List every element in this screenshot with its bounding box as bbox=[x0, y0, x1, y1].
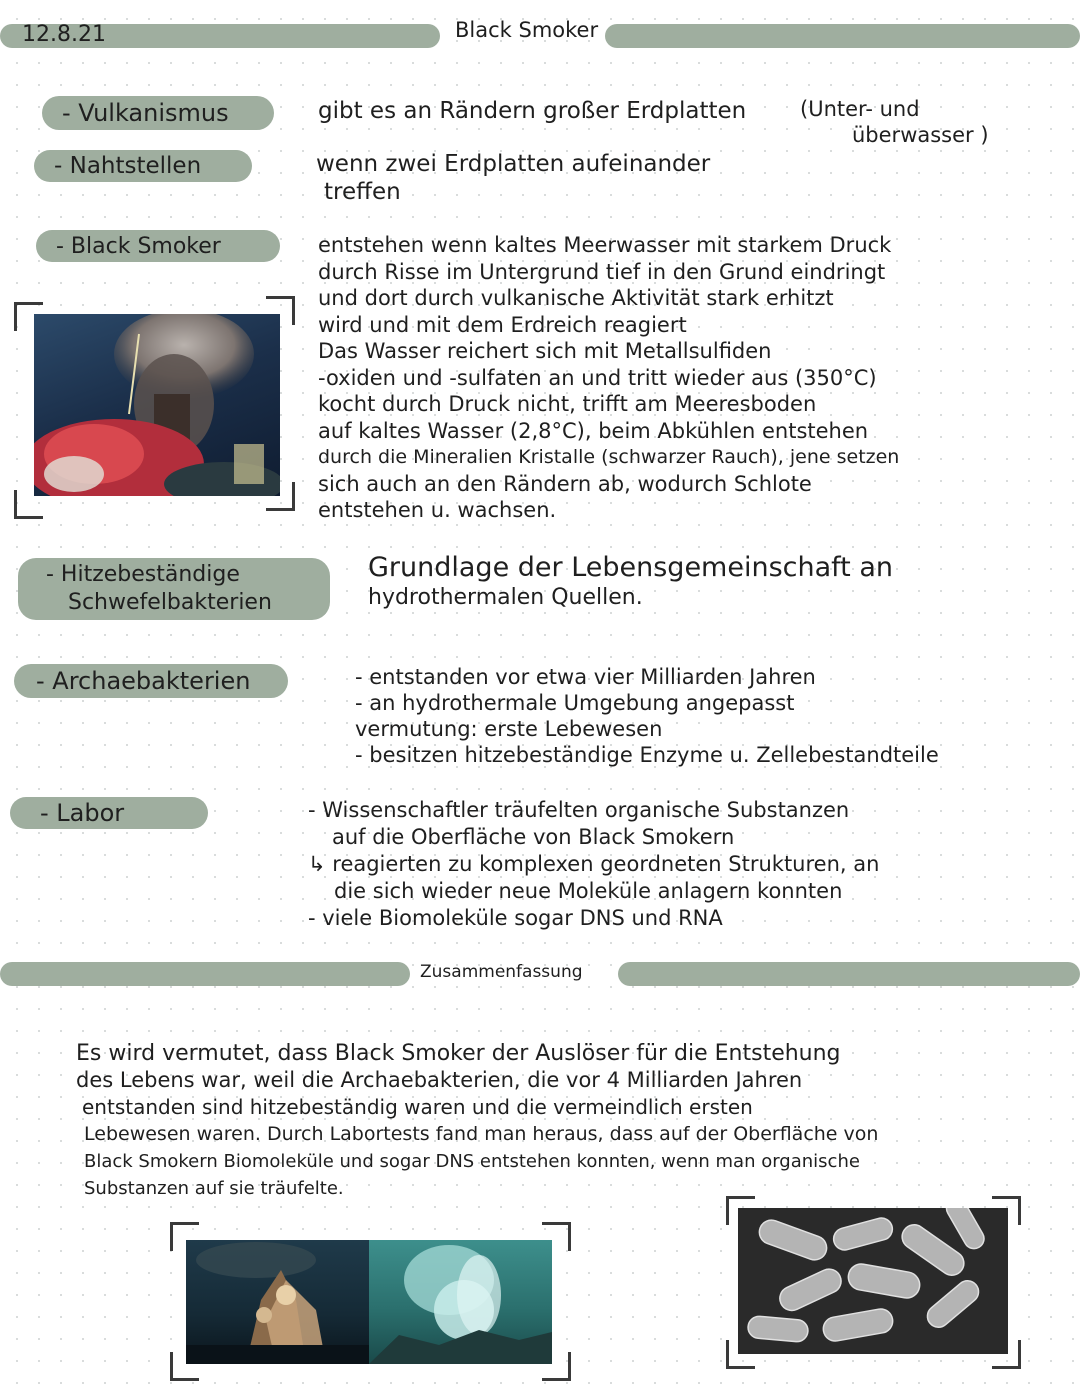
term-label-nahtstellen: - Nahtstellen bbox=[34, 150, 252, 182]
term-aside-vulkanismus: (Unter- und überwasser ) bbox=[800, 97, 989, 147]
page-title: Black Smoker bbox=[455, 18, 599, 42]
summary-bar-right bbox=[618, 962, 1080, 986]
header-bar-right bbox=[605, 24, 1080, 48]
term-label-black-smoker: - Black Smoker bbox=[36, 230, 280, 262]
date: 12.8.21 bbox=[22, 22, 106, 47]
term-label-archaebakterien: - Archaebakterien bbox=[14, 664, 288, 698]
black-smoker-photo bbox=[34, 314, 280, 496]
term-text-black-smoker: entstehen wenn kaltes Meerwasser mit starkem Druck durch Risse im Untergrund tief in den Grund eindringt und dort durch vulkanische Aktivität stark erhitzt wird und mit dem Erdreich reagiert Das Wasser reichert sich mit Metallsulfiden -oxiden und -sulfaten an und tritt wieder aus (350°C) kocht durch Druck nicht, trifft am Meeresboden auf kaltes Wasser (2,8°C), beim Abkühlen entstehen durch die Mineralien Kristalle (schwarzer Rauch), jene setzen sich auch an den Rändern ab, wodurch Schlote entstehen u. wachsen. bbox=[318, 233, 900, 522]
summary-heading: Zusammenfassung bbox=[420, 962, 583, 982]
term-text-nahtstellen: wenn zwei Erdplatten aufeinander treffen bbox=[316, 151, 711, 205]
white-smoker-photo bbox=[369, 1240, 552, 1364]
term-label-schwefelbakterien: - Hitzebeständige Schwefelbakterien bbox=[18, 558, 330, 620]
term-text-vulkanismus: gibt es an Rändern großer Erdplatten bbox=[318, 98, 747, 124]
term-text-labor: - Wissenschaftler träufelten organische Substanzen auf die Oberfläche von Black Smokern ↳ reagierten zu komplexen geordneten Strukturen, an die sich wieder neue Moleküle anlagern konnten - viele Biomoleküle sogar DNS und RNA bbox=[308, 798, 880, 930]
bacteria-micrograph bbox=[738, 1208, 1008, 1354]
summary-text: Es wird vermutet, dass Black Smoker der Auslöser für die Entstehung des Lebens war, weil die Archaebakterien, die vor 4 Milliarden Jahren entstanden sind hitzebeständig waren und die vermeindlich ersten Lebewesen waren. Durch Labortests fand man heraus, dass auf der Oberfläche von Black Smokern Biomoleküle und sogar DNS entstehen konnten, wenn man organische Substanzen auf sie träufelte. bbox=[76, 1041, 879, 1199]
hydrothermal-vent-photo bbox=[186, 1240, 369, 1364]
white-plume-illustration bbox=[369, 1240, 552, 1364]
term-text-schwefelbakterien: Grundlage der Lebensgemeinschaft an hydrothermalen Quellen. bbox=[368, 552, 894, 610]
term-label-labor: - Labor bbox=[10, 797, 208, 829]
black-smoker-illustration bbox=[34, 314, 280, 496]
term-text-archaebakterien: - entstanden vor etwa vier Milliarden Jahren - an hydrothermale Umgebung angepasst vermutung: erste Lebewesen - besitzen hitzebeständige Enzyme u. Zellebestandteile bbox=[355, 665, 939, 767]
summary-bar-left bbox=[0, 962, 410, 986]
bacteria-illustration bbox=[738, 1208, 1008, 1354]
term-label-vulkanismus: - Vulkanismus bbox=[42, 96, 274, 130]
vent-chimney-illustration bbox=[186, 1240, 369, 1364]
